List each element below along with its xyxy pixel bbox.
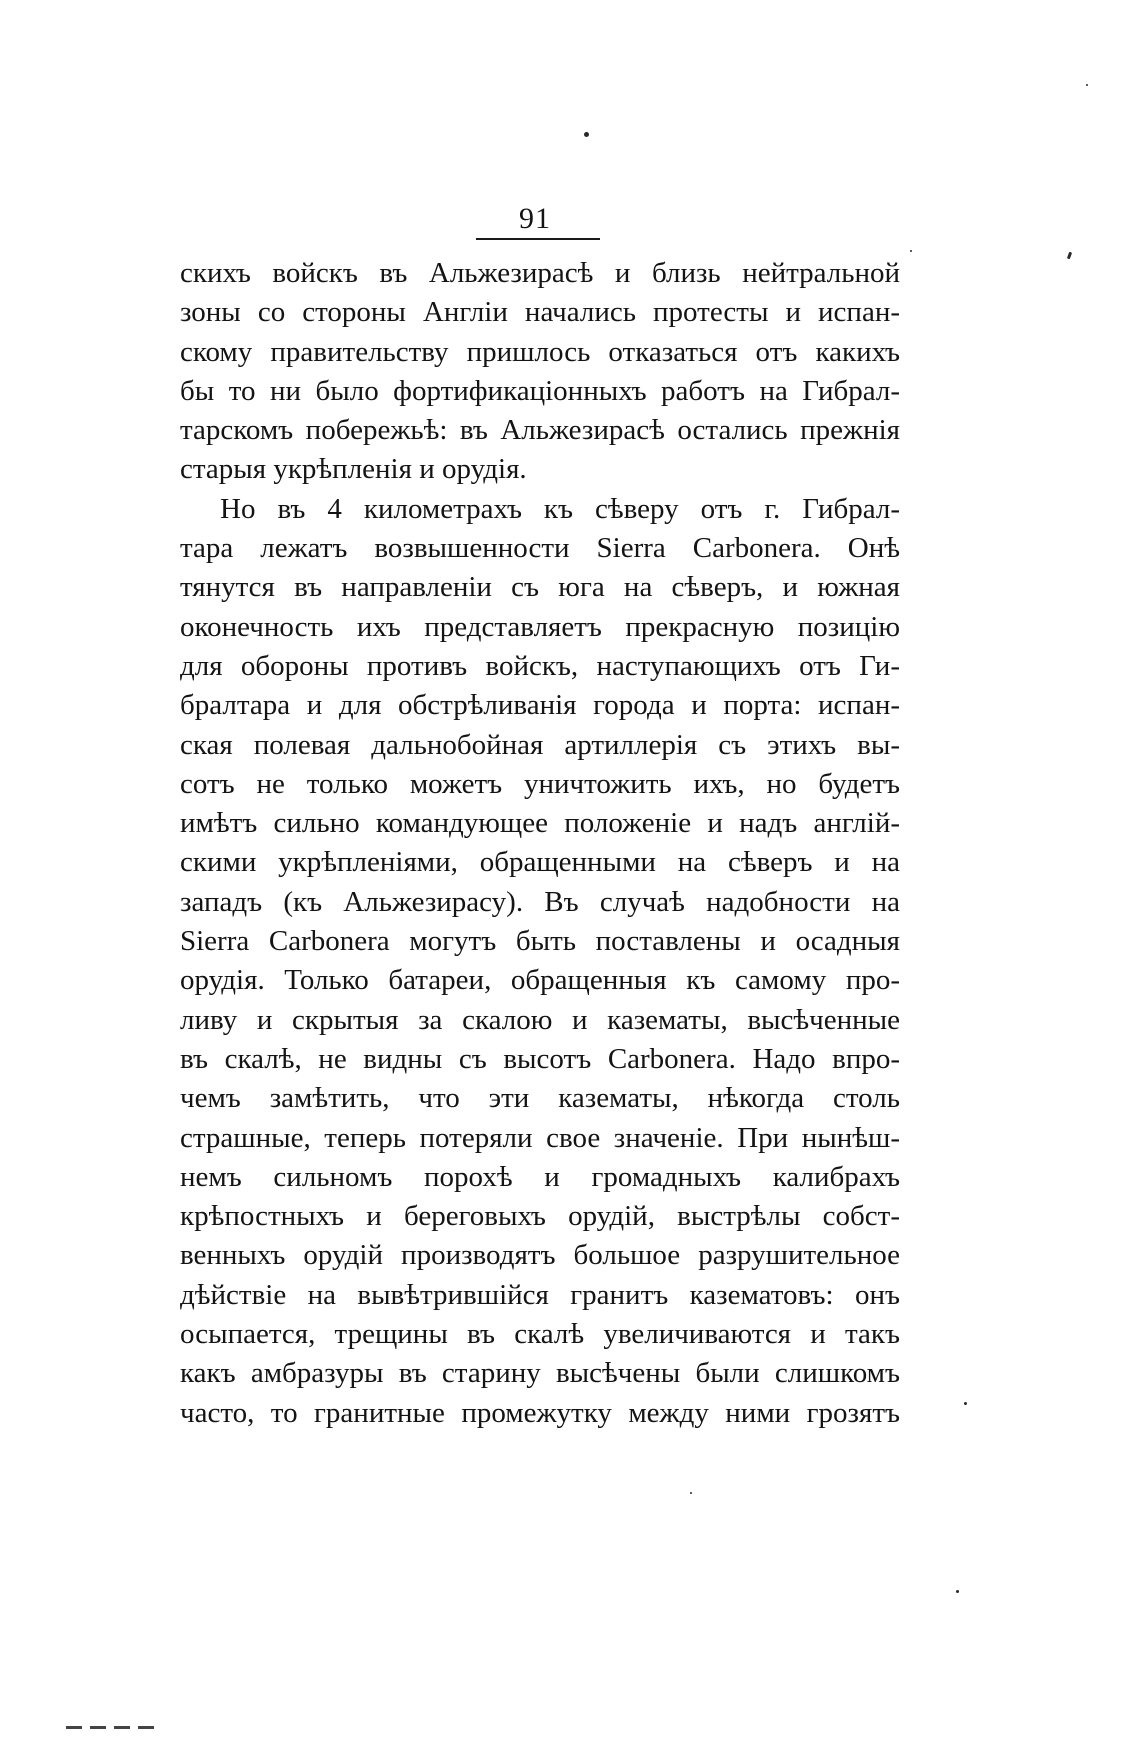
- text-line: тарскомъ побережьѣ: въ Альжезирасѣ остались прежнiя: [180, 414, 900, 447]
- text-line: зоны со стороны Англiи начались протесты и испан-: [180, 296, 900, 329]
- body-text: [180, 254, 900, 1433]
- scan-edge-marks: [66, 1726, 156, 1730]
- text-line: скихъ войскъ въ Альжезирасѣ и близь нейтральной: [180, 257, 900, 289]
- text-line: венныхъ орудiй производятъ большое разрушительное: [180, 1239, 900, 1272]
- scan-speck: [956, 1590, 959, 1593]
- text-line: скому правительству пришлось отказаться отъ какихъ: [180, 335, 900, 368]
- edge-mark: [90, 1726, 106, 1729]
- text-line: для обороны противъ войскъ, наступающихъ отъ Ги-: [180, 649, 900, 682]
- text-line: ская полевая дальнобойная артиллерiя съ этихъ вы-: [180, 728, 900, 761]
- text-line: тара лежатъ возвышенности Sierra Carbonera. Онѣ: [180, 532, 900, 565]
- text-line: орудiя. Только батареи, обращенныя къ самому про-: [180, 964, 900, 997]
- text-line: Но въ 4 километрахъ къ сѣверу отъ г. Гибрал-: [220, 492, 900, 525]
- scan-speck: [584, 132, 589, 137]
- text-line: бы то ни было фортификацiонныхъ работъ на Гибрал-: [180, 374, 900, 407]
- page-number: 91: [519, 202, 551, 235]
- edge-mark: [114, 1726, 130, 1729]
- text-line: имѣтъ сильно командующее положенiе и надъ англiй-: [180, 807, 900, 840]
- text-line: чемъ замѣтить, что эти казематы, нѣкогда столь: [180, 1082, 900, 1115]
- edge-mark: [138, 1726, 154, 1729]
- text-line: сотъ не только можетъ уничтожить ихъ, но будетъ: [180, 767, 900, 800]
- text-line: крѣпостныхъ и береговыхъ орудiй, выстрѣлы собст-: [180, 1200, 900, 1233]
- text-line: осыпается, трещины въ скалѣ увеличиваются и такъ: [180, 1318, 900, 1351]
- edge-mark: [66, 1726, 82, 1729]
- text-line: Sierra Carbonera могутъ быть поставлены и осадныя: [180, 925, 900, 958]
- scan-speck: [964, 1402, 967, 1405]
- text-line: бралтара и для обстрѣливанiя города и порта: испан-: [180, 689, 900, 722]
- text-line: ливу и скрытыя за скалою и казематы, высѣченные: [180, 1003, 900, 1036]
- text-line: дѣйствiе на вывѣтрившiйся гранитъ казематовъ: онъ: [180, 1278, 900, 1311]
- text-line: въ скалѣ, не видны съ высотъ Carbonera. Надо впро-: [180, 1042, 900, 1075]
- scan-speck: [1067, 252, 1072, 260]
- text-line: тянутся въ направленiи съ юга на сѣверъ, и южная: [180, 571, 900, 604]
- text-line: скими укрѣпленiями, обращенными на сѣверъ и на: [180, 846, 900, 879]
- scan-speck: [690, 1492, 692, 1494]
- text-line: какъ амбразуры въ старину высѣчены были слишкомъ: [180, 1357, 900, 1390]
- scan-speck: [1086, 84, 1088, 86]
- text-line: часто, то гранитные промежутку между ними грозятъ: [180, 1396, 900, 1429]
- text-line: западъ (къ Альжезирасу). Въ случаѣ надобности на: [180, 885, 900, 918]
- page-number-rule: [476, 238, 600, 240]
- text-line: старыя укрѣпленiя и орудiя.: [180, 453, 527, 486]
- text-line: немъ сильномъ порохѣ и громадныхъ калибрахъ: [180, 1160, 900, 1193]
- scan-speck: [910, 250, 912, 252]
- text-line: оконечность ихъ представляетъ прекрасную позицiю: [180, 610, 900, 643]
- text-line: страшные, теперь потеряли свое значенiе. При нынѣш-: [180, 1121, 900, 1154]
